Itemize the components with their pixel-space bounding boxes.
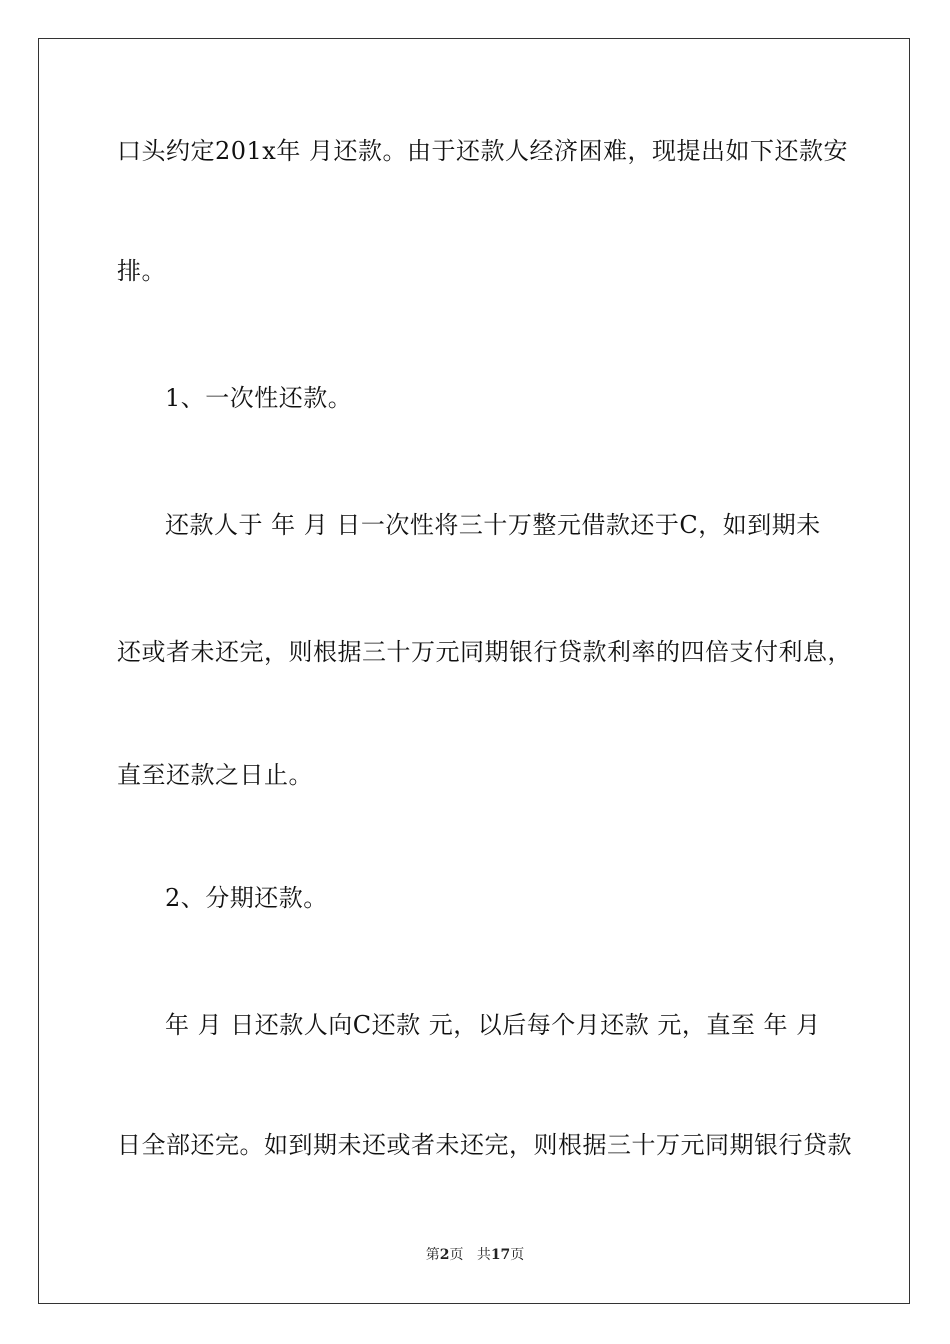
text-line-8: 年 月 日还款人向C还款 元，以后每个月还款 元，直至 年 月 (165, 1011, 821, 1039)
footer-total-pages: 17 (490, 1247, 511, 1263)
footer-total-suffix: 页 (510, 1247, 525, 1263)
text-line-6: 直至还款之日止。 (117, 761, 313, 789)
numbered-heading-1: 1、一次性还款。 (165, 384, 353, 412)
page-border (38, 38, 910, 1304)
footer-page-number: 2 (439, 1247, 450, 1263)
numbered-heading-2: 2、分期还款。 (165, 884, 328, 912)
text-line-9: 日全部还完。如到期未还或者未还完，则根据三十万元同期银行贷款 (117, 1131, 852, 1159)
page-footer (0, 1246, 950, 1264)
footer-page-prefix: 第 (425, 1247, 440, 1263)
footer-total-prefix: 共 (476, 1247, 491, 1263)
text-line-5: 还或者未还完，则根据三十万元同期银行贷款利率的四倍支付利息， (117, 638, 852, 666)
text-line-2: 排。 (117, 257, 166, 285)
text-line-4: 还款人于 年 月 日一次性将三十万整元借款还于C，如到期未 (165, 511, 821, 539)
text-line-1: 口头约定201x年 月还款。由于还款人经济困难，现提出如下还款安 (117, 137, 848, 165)
footer-page-suffix: 页 (449, 1247, 464, 1263)
